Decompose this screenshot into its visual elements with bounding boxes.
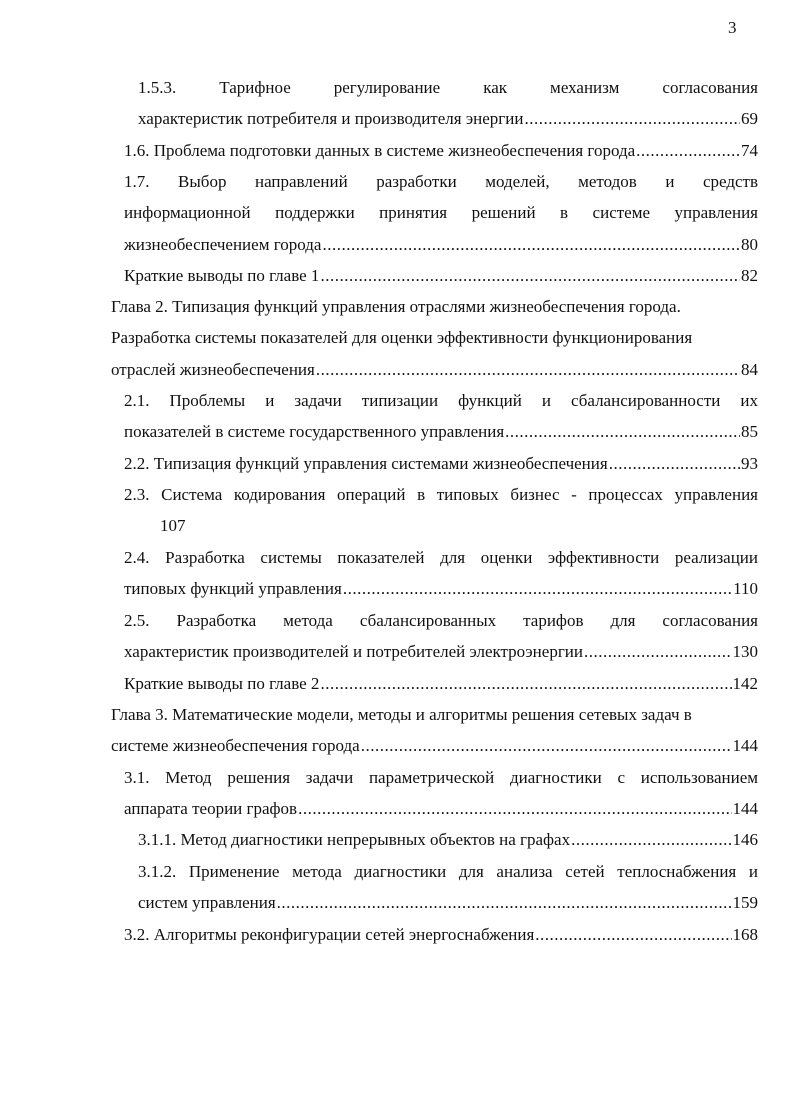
toc-entry-3-1-1 (138, 829, 758, 851)
toc-entry-text: аппарата теории графов (124, 799, 298, 818)
toc-entry-2-5-line-2 (124, 641, 758, 663)
toc-entry-3-1-2-line-1: 3.1.2. Применение метода диагностики для анализа сетей теплоснабжения и (138, 862, 758, 881)
toc-entry-2-1-line-2 (124, 421, 758, 443)
toc-page-number: 159 (732, 893, 758, 912)
toc-entry-text: системе жизнеобеспечения города (111, 736, 360, 755)
toc-page-number: 130 (732, 642, 758, 661)
dot-leader (636, 140, 740, 162)
toc-page-number: 84 (741, 360, 758, 379)
toc-page-number: 144 (732, 736, 758, 755)
dot-leader (316, 359, 740, 381)
toc-page-number: 74 (741, 141, 758, 160)
toc-entry-3-1-line-1: 3.1. Метод решения задачи параметрической диагностики с использованием (124, 768, 758, 787)
toc-chapter-3-line-1: Глава 3. Математические модели, методы и алгоритмы решения сетевых задач в (111, 705, 692, 724)
toc-entry-1-7-line-3 (124, 234, 758, 256)
toc-entry-text: типовых функций управления (124, 579, 342, 598)
toc-entry-text: систем управления (138, 893, 276, 912)
toc-page-number: 69 (741, 109, 758, 128)
toc-entry-1-5-3-line-1: 1.5.3. Тарифное регулирование как механизм согласования (138, 78, 758, 97)
toc-page-number: 93 (741, 454, 758, 473)
toc-entry-1-6 (124, 140, 758, 162)
toc-entry-summary-1 (124, 265, 758, 287)
toc-chapter-2-line-1: Глава 2. Типизация функций управления отраслями жизнеобеспечения города. (111, 297, 681, 316)
toc-entry-text: характеристик потребителя и производителя энергии (138, 109, 524, 128)
dot-leader (322, 234, 740, 256)
toc-entry-2-3-line-1: 2.3. Система кодирования операций в типовых бизнес - процессах управления (124, 485, 758, 504)
dot-leader (320, 265, 740, 287)
toc-entry-3-1-2-line-2 (138, 892, 758, 914)
toc-entry-3-2 (124, 924, 758, 946)
toc-entry-text: жизнеобеспечением города (124, 235, 322, 254)
toc-chapter-3-line-2 (111, 735, 758, 757)
dot-leader (277, 892, 732, 914)
toc-page-number: 80 (741, 235, 758, 254)
toc-entry-2-4-line-2 (124, 578, 758, 600)
dot-leader (343, 578, 732, 600)
toc-page-number: 110 (733, 579, 758, 598)
toc-page-number: 85 (741, 422, 758, 441)
toc-entry-3-1-line-2 (124, 798, 758, 820)
toc-entry-text: 2.2. Типизация функций управления системами жизнеобеспечения (124, 454, 608, 473)
toc-entry-2-4-line-1: 2.4. Разработка системы показателей для оценки эффективности реализации (124, 548, 758, 567)
toc-entry-text: Краткие выводы по главе 2 (124, 674, 320, 693)
toc-entry-2-1-line-1: 2.1. Проблемы и задачи типизации функций и сбалансированности их (124, 391, 758, 410)
toc-entry-text: характеристик производителей и потребителей электроэнергии (124, 642, 583, 661)
dot-leader (584, 641, 732, 663)
toc-entry-text: 3.2. Алгоритмы реконфигурации сетей энергоснабжения (124, 925, 535, 944)
toc-entry-text: 3.1.1. Метод диагностики непрерывных объектов на графах (138, 830, 571, 849)
toc-page-number: 142 (732, 674, 758, 693)
toc-chapter-2-line-3 (111, 359, 758, 381)
toc-chapter-2-line-2: Разработка системы показателей для оценки эффективности функционирования (111, 328, 693, 347)
toc-entry-1-5-3-line-2 (138, 108, 758, 130)
toc-entry-summary-2 (124, 673, 758, 695)
dot-leader (298, 798, 731, 820)
dot-leader (609, 453, 740, 475)
toc-entry-text: Краткие выводы по главе 1 (124, 266, 320, 285)
toc-entry-2-3-page: 107 (160, 516, 186, 535)
toc-entry-text: показателей в системе государственного управления (124, 422, 505, 441)
toc-page-number: 168 (732, 925, 758, 944)
toc-page-number: 146 (732, 830, 758, 849)
toc-page-number: 82 (741, 266, 758, 285)
toc-entry-text: 1.6. Проблема подготовки данных в системе жизнеобеспечения города (124, 141, 636, 160)
dot-leader (505, 421, 740, 443)
dot-leader (361, 735, 732, 757)
toc-entry-2-5-line-1: 2.5. Разработка метода сбалансированных тарифов для согласования (124, 611, 758, 630)
dot-leader (535, 924, 731, 946)
page-number: 3 (728, 18, 737, 37)
toc-page-number: 144 (732, 799, 758, 818)
toc-entry-1-7-line-2: информационной поддержки принятия решений в системе управления (124, 203, 758, 222)
dot-leader (320, 673, 731, 695)
toc-entry-2-2 (124, 453, 758, 475)
toc-entry-text: отраслей жизнеобеспечения (111, 360, 315, 379)
toc-entry-1-7-line-1: 1.7. Выбор направлений разработки моделей, методов и средств (124, 172, 758, 191)
dot-leader (524, 108, 740, 130)
dot-leader (571, 829, 731, 851)
